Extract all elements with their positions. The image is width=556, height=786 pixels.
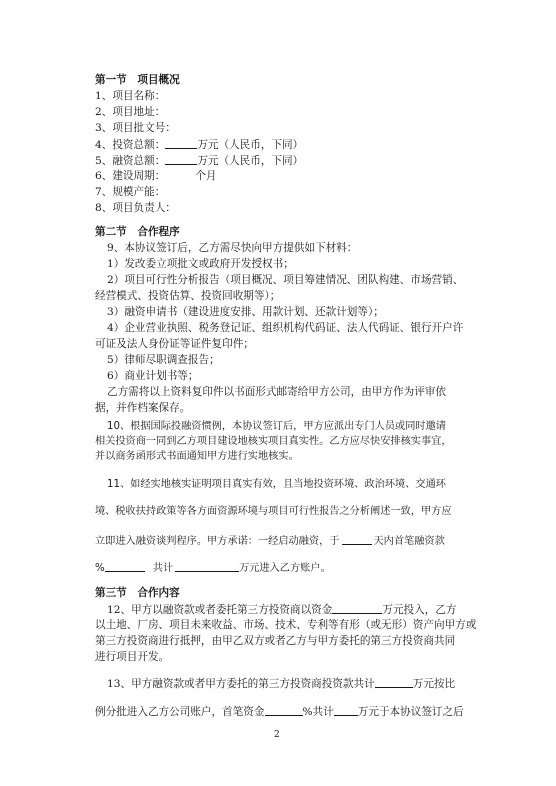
note-line-2: 据，并作档案保存。 bbox=[95, 402, 191, 414]
total-financing-line bbox=[95, 153, 303, 168]
paragraph-13a bbox=[107, 676, 455, 691]
paragraph-10b: 相关投资商一同到乙方项目建设地核实项目真实性。乙方应尽快安排核实事宜， bbox=[95, 436, 452, 447]
total-label: 共计 bbox=[152, 563, 174, 574]
paragraph-11c bbox=[95, 533, 445, 549]
percent-sign: % bbox=[95, 563, 105, 574]
material-6: 6）商业计划书等； bbox=[107, 370, 199, 382]
construction-period-line bbox=[95, 169, 217, 183]
construction-period-unit: 个月 bbox=[195, 170, 217, 182]
construction-period-label: 6、建设周期： bbox=[95, 170, 166, 182]
blank-field bbox=[175, 560, 239, 572]
blank-field bbox=[334, 704, 358, 716]
page-number: 2 bbox=[274, 730, 280, 740]
promise-text: 立即进入融资谈判程序。甲方承诺：一经启动融资，于 bbox=[95, 536, 340, 547]
paragraph-11a: 11、如经实地核实证明项目真实有效，且当地投资环境、政治环境、交通环 bbox=[107, 479, 446, 490]
paragraph-13b bbox=[95, 704, 464, 719]
paragraph-11b: 境、税收扶持政策等各方面资源环境与项目可行性报告之分析阐述一致，甲方应 bbox=[95, 506, 452, 517]
paragraph-10a: 10、根据国际投融资惯例，本协议签订后，甲方应派出专门人员或同时邀请 bbox=[107, 421, 446, 432]
blank-field bbox=[165, 137, 197, 149]
blank-field bbox=[332, 602, 382, 614]
blank-field bbox=[265, 704, 303, 716]
project-leader-line: 8、项目负责人： bbox=[95, 202, 176, 214]
paragraph-9: 9、本协议签订后，乙方需尽快向甲方提供如下材料： bbox=[107, 242, 358, 254]
total-investment-line bbox=[95, 137, 303, 152]
material-2a: 2）项目可行性分析报告（项目概况、项目筹建情况、团队构建、市场营销、 bbox=[107, 274, 464, 286]
first-funds-text: 例分批进入乙方公司账户，首笔资金 bbox=[95, 706, 265, 718]
section3-heading: 第三节 合作内容 bbox=[95, 587, 180, 599]
first-funds-percent: %共计 bbox=[302, 706, 334, 718]
blank-field bbox=[165, 153, 197, 165]
account-text: 万元进入乙方账户。 bbox=[239, 563, 331, 574]
capital-investment-text: 12、甲方以融资款或者委托第三方投资商以资金 bbox=[107, 604, 333, 616]
paragraph-11d bbox=[95, 560, 331, 576]
section2-heading: 第二节 合作程序 bbox=[95, 226, 180, 238]
paragraph-10c: 并以商务函形式书面通知甲方进行实地核实。 bbox=[95, 451, 299, 462]
total-investment-label: 4、投资总额： bbox=[95, 139, 166, 151]
section1-heading: 第一节 项目概况 bbox=[95, 74, 180, 86]
paragraph-12c: 第三方投资商进行抵押，由甲乙双方或者乙方与甲方委托的第三方投资商共同 bbox=[95, 635, 456, 647]
total-investment-unit: 万元（人民币，下同） bbox=[197, 139, 304, 151]
project-name-line: 1、项目名称： bbox=[95, 90, 166, 102]
material-3: 3）融资申请书（建设进度安排、用款计划、还款计划等）； bbox=[107, 306, 384, 318]
investment-total-text: 13、甲方融资款或者甲方委托的第三方投资商投资款共计 bbox=[107, 678, 375, 690]
total-financing-label: 5、融资总额： bbox=[95, 155, 166, 167]
blank-field bbox=[105, 560, 145, 572]
paragraph-12a bbox=[107, 602, 457, 617]
note-line-1: 乙方需将以上资料复印件以书面形式邮寄给甲方公司，由甲方作为评审依 bbox=[107, 386, 446, 398]
first-funds-end: 万元于本协议签订之后 bbox=[357, 706, 464, 718]
total-financing-unit: 万元（人民币，下同） bbox=[197, 155, 304, 167]
scale-capacity-line: 7、规模产能： bbox=[95, 186, 166, 198]
material-4a: 4）企业营业执照、税务登记证、组织机构代码证、法人代码证、银行开户许 bbox=[107, 322, 464, 334]
material-1: 1）发改委立项批文或政府开发授权书； bbox=[107, 258, 294, 270]
material-2b: 经营模式、投资估算、投资回收期等）； bbox=[95, 290, 281, 302]
paragraph-12b: 以土地、厂房、项目未来收益、市场、技术、专利等有形（或无形）资产向甲方或 bbox=[95, 619, 477, 631]
investment-total-end: 万元按比 bbox=[412, 678, 456, 690]
promise-text-end: 天内首笔融资款 bbox=[373, 536, 445, 547]
project-address-line: 2、项目地址： bbox=[95, 106, 166, 118]
project-approval-line: 3、项目批文号： bbox=[95, 122, 176, 134]
blank-field bbox=[375, 676, 413, 688]
material-4b: 可证及法人身份证等证件复印件； bbox=[95, 338, 254, 350]
material-5: 5）律师尽职调查报告； bbox=[107, 354, 220, 366]
blank-field bbox=[342, 533, 372, 545]
paragraph-12d: 进行项目开发。 bbox=[95, 651, 170, 663]
capital-investment-end: 万元投入，乙方 bbox=[382, 604, 457, 616]
